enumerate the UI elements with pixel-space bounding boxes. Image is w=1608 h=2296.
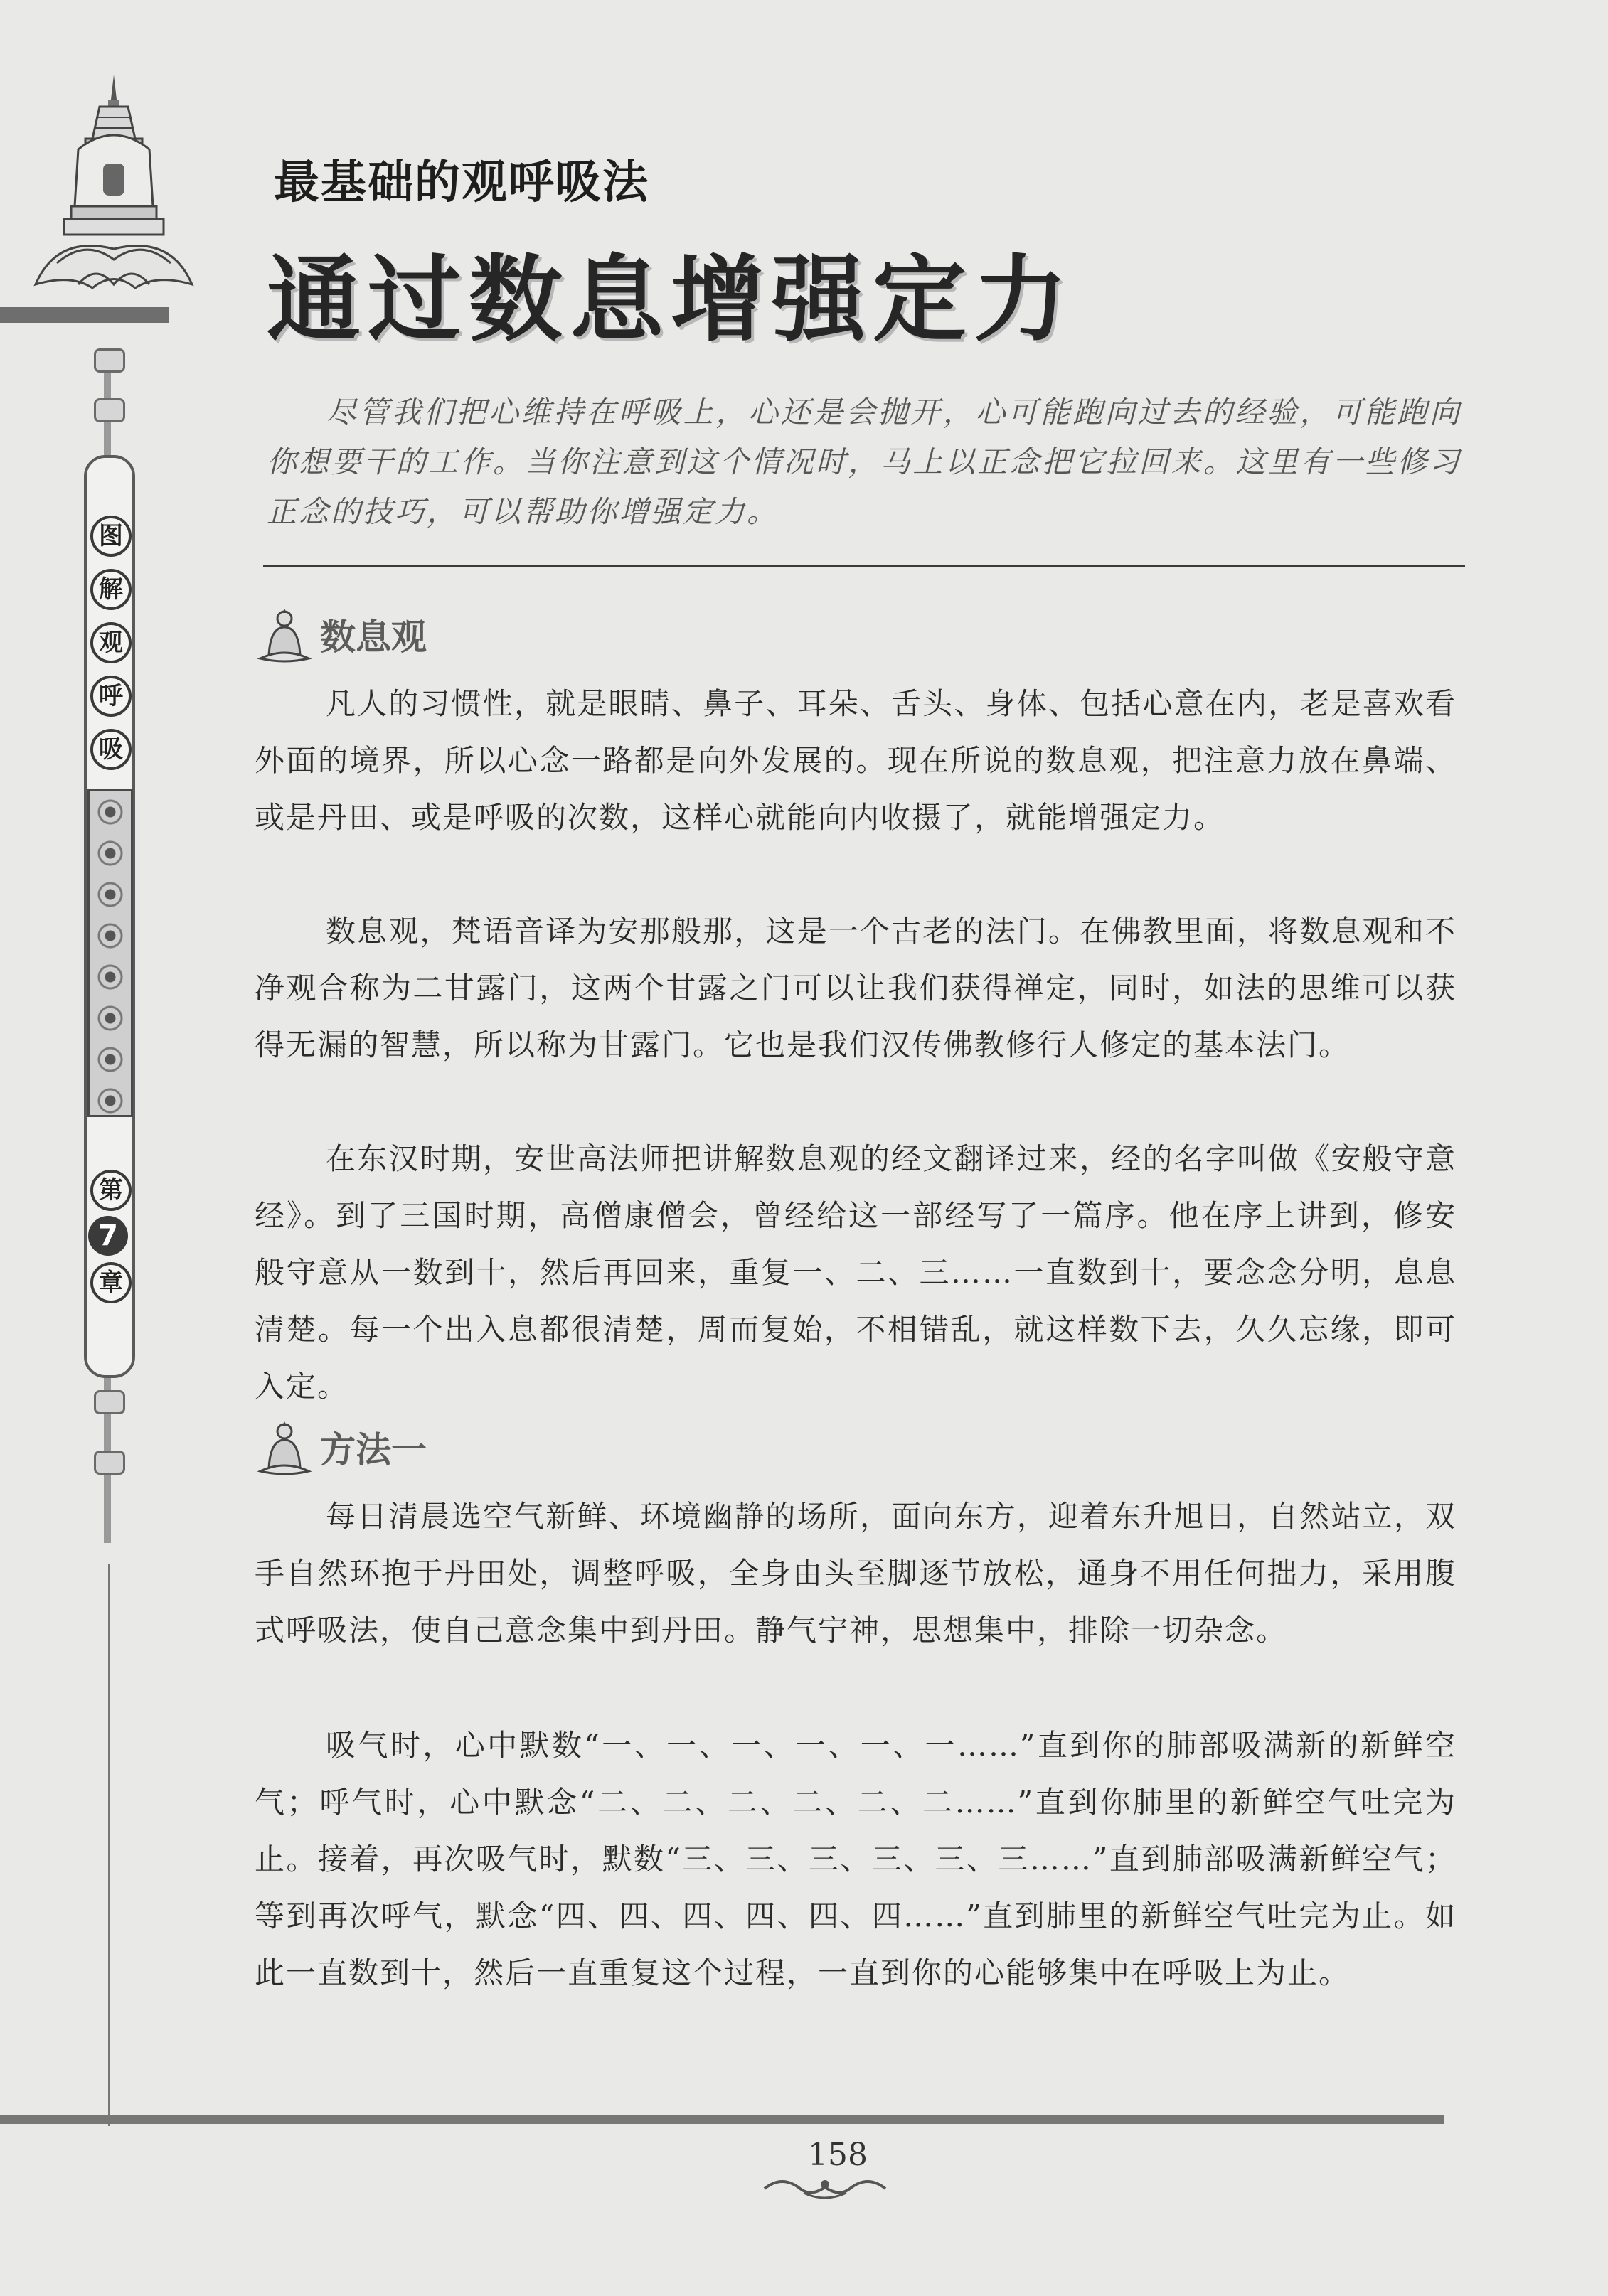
footer-ornament-icon: [761, 2174, 889, 2203]
intro-paragraph: 尽管我们把心维持在呼吸上，心还是会抛开，心可能跑向过去的经验，可能跑向你想要干的工作。当你注意到这个情况时，马上以正念把它拉回来。这里有一些修习正念的技巧，可以帮助你增强定力。: [267, 395, 1461, 529]
footer-rule: [0, 2115, 1444, 2124]
section-heading: [256, 606, 427, 663]
chapter-prefix: 第: [90, 1170, 132, 1211]
scroll-top-cap: [94, 348, 125, 373]
stupa-ornament-icon: [28, 71, 199, 306]
page-title: 通过数息增强定力: [267, 245, 1075, 355]
scroll-bottom-knob: [94, 1451, 125, 1475]
section-title: 数息观: [320, 616, 427, 658]
book-title-char: 呼: [90, 676, 132, 717]
page-kicker: 最基础的观呼吸法: [274, 156, 649, 209]
chapter-number: 7: [88, 1216, 128, 1256]
scroll-pattern-panel: [87, 789, 133, 1117]
body-paragraph: 在东汉时期，安世高法师把讲解数息观的经文翻译过来，经的名字叫做《安般守意经》。到了三国时期，高僧康僧会，曾经给这一部经写了一篇序。他在序上讲到，修安般守意从一数到十，然后再回来，重复一、二、三……一直数到十，要念念分明，息息清楚。每一个出入息都很清楚，周而复始，不相错乱，就这样数下去，久久忘缘，即可入定。: [255, 1141, 1457, 1404]
scroll-bottom-cap: [94, 1390, 125, 1414]
body-paragraph: 每日清晨选空气新鲜、环境幽静的场所，面向东方，迎着东升旭日，自然站立，双手自然环抱于丹田处，调整呼吸，全身由头至脚逐节放松，通身不用任何拙力，采用腹式呼吸法，使自己意念集中到丹田。静气宁神，思想集中，排除一切杂念。: [255, 1499, 1457, 1648]
page-number: 158: [808, 2137, 868, 2173]
monk-icon: [256, 1419, 313, 1475]
body-paragraph: 凡人的习惯性，就是眼睛、鼻子、耳朵、舌头、身体、包括心意在内，老是喜欢看外面的境界，所以心念一路都是向外发展的。现在所说的数息观，把注意力放在鼻端、或是丹田、或是呼吸的次数，这样心就能向内收摄了，就能增强定力。: [255, 686, 1457, 835]
chapter-suffix: 章: [90, 1262, 132, 1303]
intro-divider: [263, 565, 1465, 567]
book-title-char: 吸: [90, 729, 132, 770]
title-rule: [0, 307, 169, 323]
book-title-char: 解: [90, 569, 132, 610]
book-title-char: 观: [90, 622, 132, 663]
scroll-top-knob: [94, 398, 125, 422]
body-paragraph: 吸气时，心中默数“一、一、一、一、一、一……”直到你的肺部吸满新的新鲜空气；呼气时，心中默念“二、二、二、二、二、二……”直到你肺里的新鲜空气吐完为止。接着，再次吸气时，默数“三、三、三、三、三、三……”直到肺部吸满新鲜空气；等到再次呼气，默念“四、四、四、四、四、四……”直到肺里的新鲜空气吐完为止。如此一直数到十，然后一直重复这个过程，一直到你的心能够集中在呼吸上为止。: [255, 1728, 1457, 1990]
margin-line: [108, 1564, 110, 2126]
book-title-char: 图: [90, 516, 132, 557]
section-title: 方法一: [320, 1429, 427, 1470]
body-paragraph: 数息观，梵语音译为安那般那，这是一个古老的法门。在佛教里面，将数息观和不净观合称为二甘露门，这两个甘露之门可以让我们获得禅定，同时，如法的思维可以获得无漏的智慧，所以称为甘露门。它也是我们汉传佛教修行人修定的基本法门。: [255, 914, 1457, 1062]
monk-icon: [256, 606, 313, 663]
section-heading: [256, 1419, 427, 1475]
